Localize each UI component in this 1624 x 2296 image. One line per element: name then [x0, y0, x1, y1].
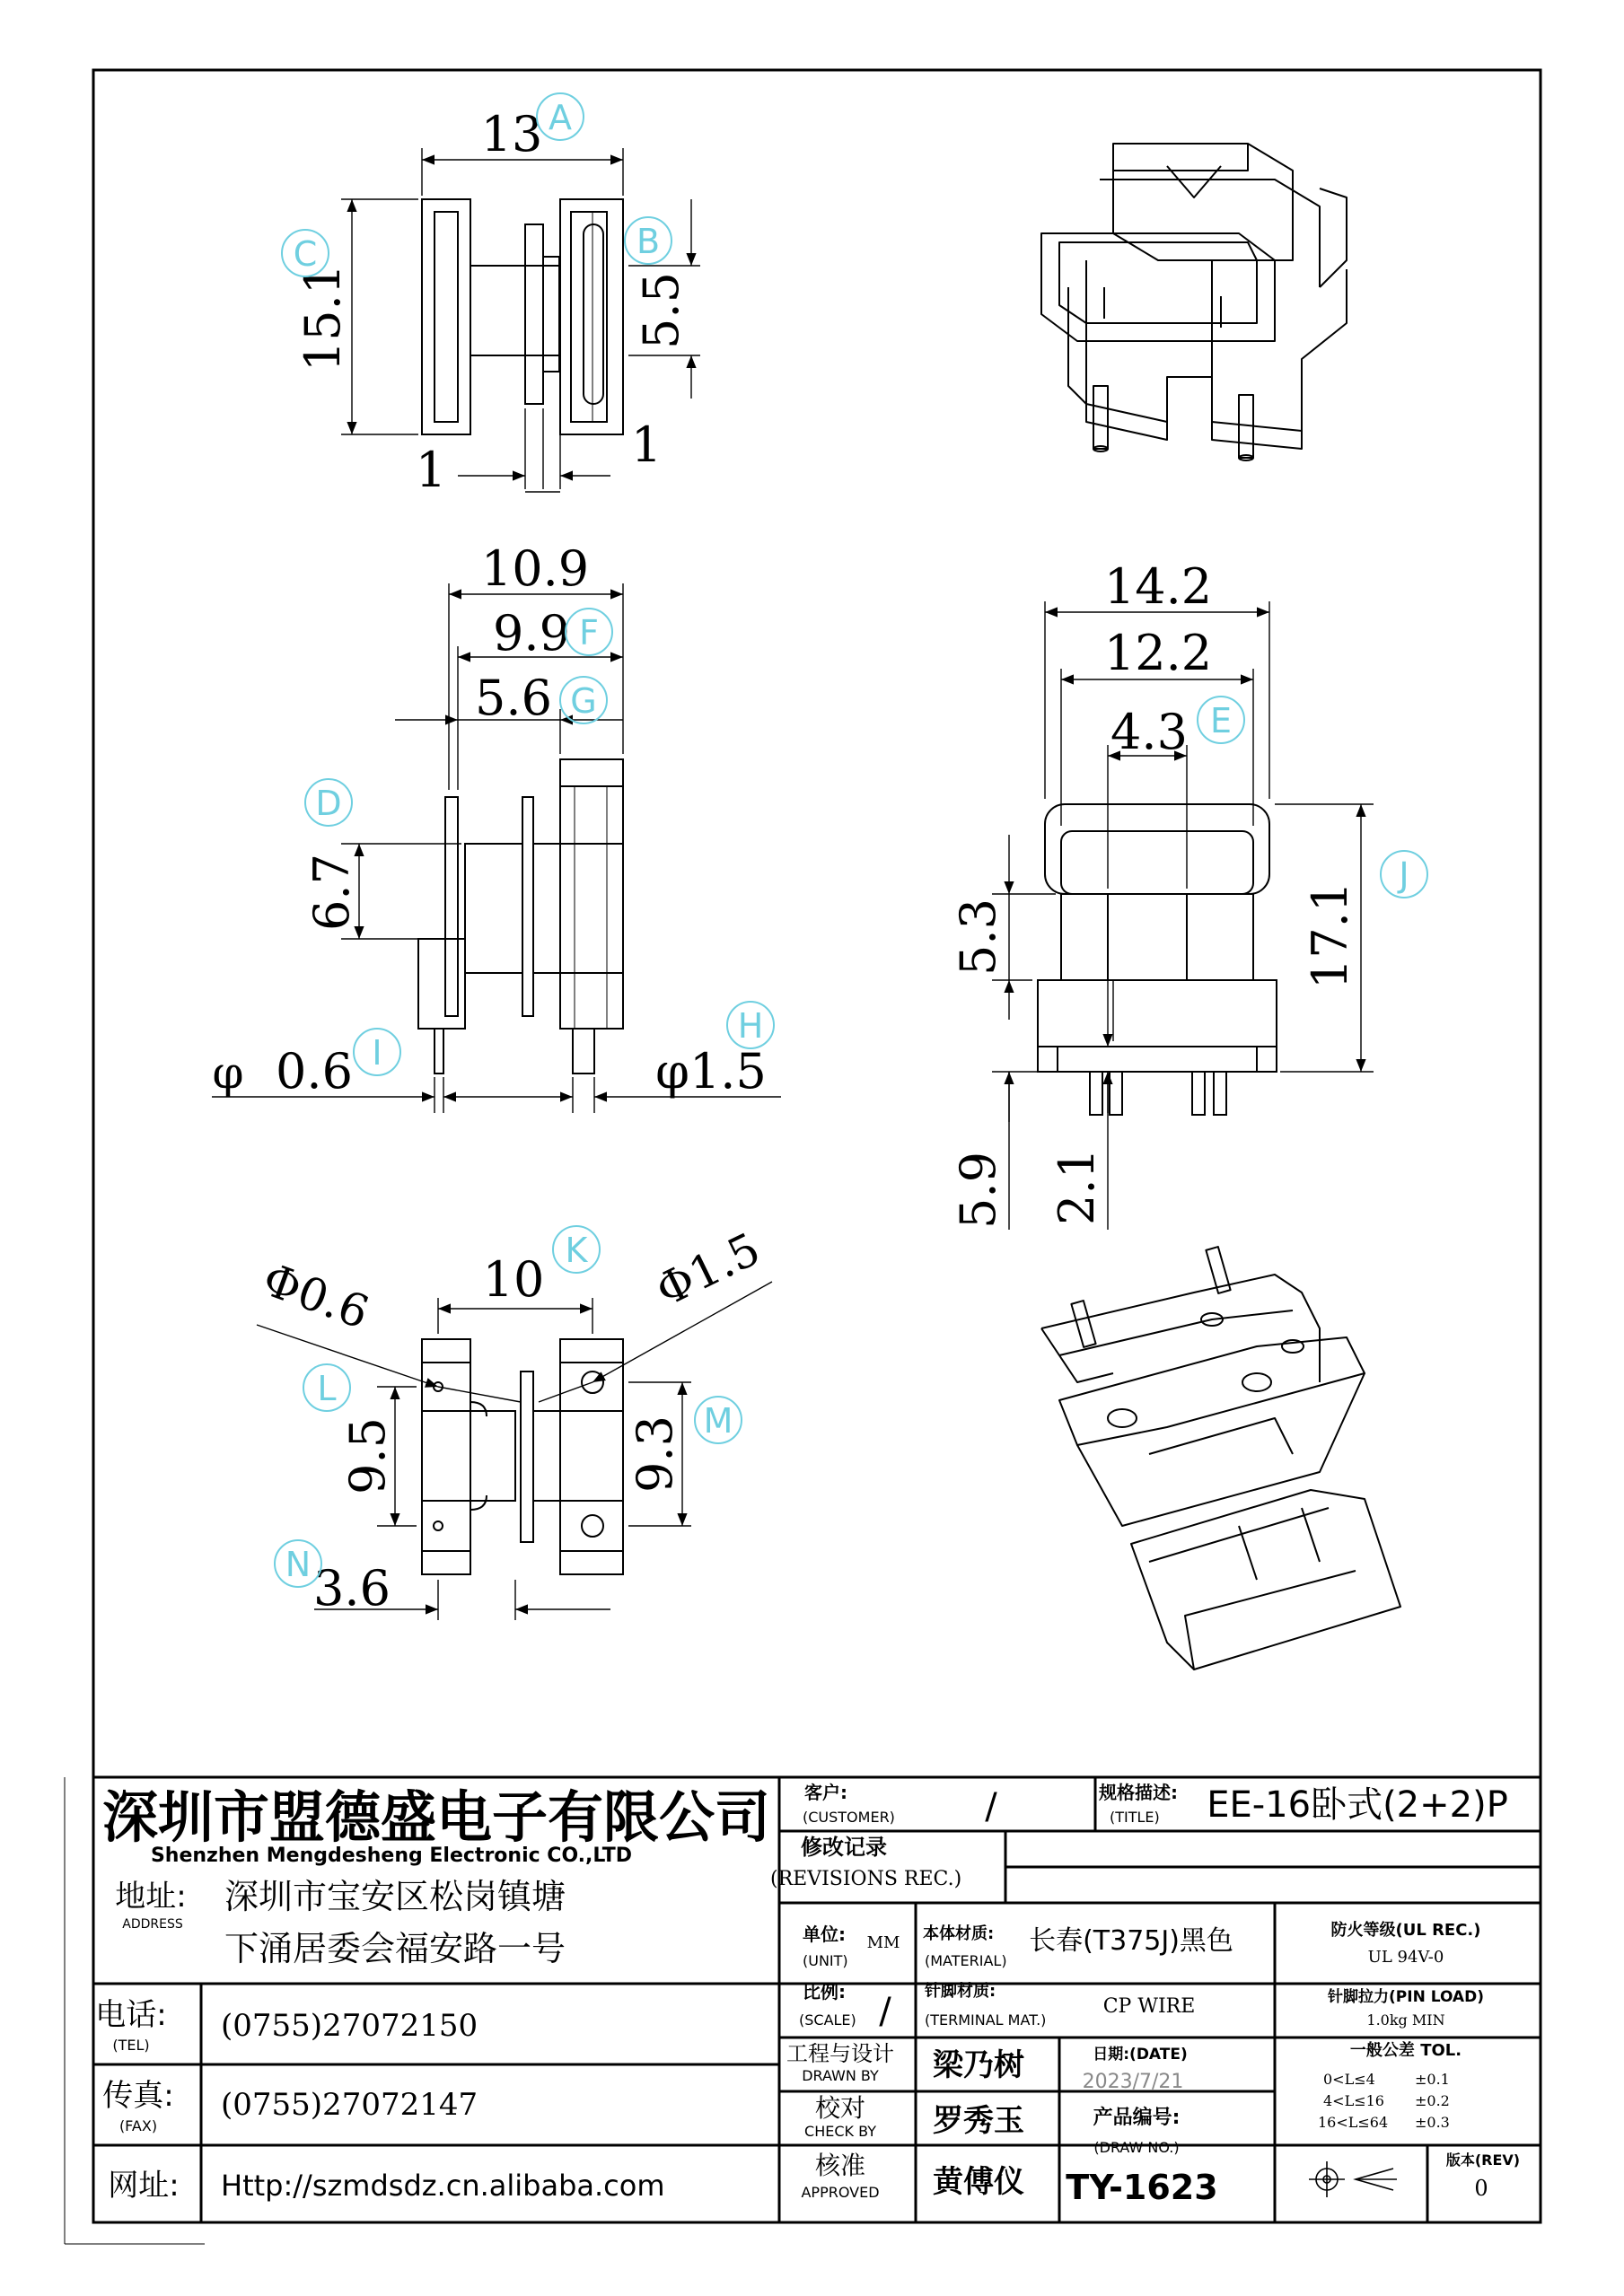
- customer-value: /: [985, 1786, 997, 1827]
- fax-value: (0755)27072147: [221, 2087, 478, 2123]
- balloon-g: [560, 677, 607, 723]
- address-line-1: 深圳市宝安区松岗镇塘: [224, 1877, 566, 1916]
- approved-label-en: APPROVED: [801, 2184, 880, 2201]
- rev-label: 版本(REV): [1445, 2151, 1521, 2169]
- balloon-c: [282, 230, 329, 276]
- dim-bottom-offset: 3.6: [313, 1560, 391, 1617]
- scale-label-en: (SCALE): [799, 2011, 856, 2029]
- dim-side-d4: 6.7: [303, 854, 360, 931]
- tol-label: 一般公差 TOL.: [1349, 2041, 1462, 2060]
- pinload-label: 针脚拉力(PIN LOAD): [1328, 1988, 1484, 2006]
- svg-text:G: G: [570, 681, 597, 721]
- dim-side-d3: 5.6: [475, 670, 552, 726]
- dim-front-h3: 5.9: [950, 1152, 1006, 1229]
- date-value: 2023/7/21: [1082, 2071, 1184, 2093]
- dim-front-w3: 4.3: [1110, 704, 1188, 760]
- tol-val-1: ±0.1: [1415, 2071, 1450, 2088]
- address-label: 地址:: [115, 1879, 187, 1915]
- svg-text:F: F: [579, 613, 599, 653]
- balloon-i: [354, 1029, 400, 1075]
- material-value: 长春(T375J)黑色: [1029, 1925, 1233, 1957]
- address-line-2: 下涌居委会福安路一号: [224, 1929, 566, 1968]
- dim-front-h1: 17.1: [1302, 881, 1358, 990]
- tel-label: 电话:: [95, 1997, 167, 2033]
- unit-value: MM: [866, 1933, 900, 1952]
- approved-label: 核准: [814, 2151, 866, 2180]
- svg-text:I: I: [372, 1033, 382, 1073]
- svg-text:J: J: [1399, 855, 1409, 895]
- balloon-k: [553, 1226, 600, 1273]
- dim-top-height: 15.1: [294, 263, 351, 372]
- svg-text:B: B: [636, 222, 661, 261]
- drawn-value: 梁乃树: [933, 2047, 1024, 2083]
- svg-text:N: N: [285, 1545, 312, 1584]
- dim-front-w1: 14.2: [1103, 558, 1213, 615]
- dim-front-h4: 2.1: [1049, 1148, 1105, 1225]
- dim-bottom-h-right: 9.3: [627, 1415, 683, 1493]
- balloon-b: [625, 217, 672, 264]
- rev-value: 0: [1474, 2176, 1488, 2201]
- web-value[interactable]: Http://szmdsdz.cn.alibaba.com: [221, 2169, 665, 2203]
- dim-bottom-hole-large: Φ1.5: [647, 1222, 768, 1318]
- dim-front-w2: 12.2: [1103, 625, 1213, 681]
- svg-text:H: H: [737, 1006, 764, 1046]
- svg-text:M: M: [703, 1401, 733, 1441]
- bottom-view: [422, 1339, 623, 1574]
- customer-label-en: (CUSTOMER): [803, 1809, 895, 1826]
- terminal-value: CP WIRE: [1102, 1995, 1196, 2018]
- dim-bottom-hole-small: Φ0.6: [256, 1253, 376, 1339]
- terminal-label-en: (TERMINAL MAT.): [925, 2011, 1047, 2029]
- customer-label: 客户:: [804, 1782, 847, 1803]
- tel-value: (0755)27072150: [221, 2008, 478, 2044]
- title-label-en: (TITLE): [1110, 1809, 1160, 1826]
- balloon-e: [1198, 697, 1244, 743]
- unit-label: 单位:: [803, 1924, 846, 1945]
- title-value: EE-16卧式(2+2)P: [1207, 1784, 1508, 1826]
- iso-view-bottom: [1041, 1247, 1400, 1669]
- balloon-f: [566, 609, 612, 655]
- balloon-m: [695, 1397, 742, 1443]
- dim-top-slot: 5.5: [633, 272, 689, 349]
- drawn-label-en: DRAWN BY: [802, 2067, 879, 2084]
- company-name-en: Shenzhen Mengdesheng Electronic CO.,LTD: [150, 1845, 633, 1867]
- balloon-l: [303, 1364, 350, 1411]
- revisions-label-en: (REVISIONS REC.): [770, 1868, 962, 1890]
- top-view: [422, 199, 623, 434]
- dim-side-d2: 9.9: [493, 605, 570, 662]
- pinload-value: 1.0kg MIN: [1366, 2011, 1445, 2029]
- ul-value: UL 94V-0: [1367, 1948, 1444, 1967]
- iso-view-top: [1041, 144, 1347, 460]
- ul-label: 防火等级(UL REC.): [1330, 1921, 1481, 1940]
- tel-label-en: (TEL): [112, 2037, 150, 2054]
- front-view: [1038, 804, 1277, 1115]
- svg-text:C: C: [293, 234, 318, 274]
- approved-value: 黄傅仪: [933, 2164, 1024, 2200]
- svg-text:A: A: [549, 98, 572, 137]
- dim-top-flange-right: 1: [630, 416, 663, 473]
- projection-symbol-icon: [1309, 2161, 1397, 2197]
- scale-label: 比例:: [803, 1981, 846, 2002]
- tol-val-3: ±0.3: [1415, 2114, 1450, 2131]
- dim-top-width: 13: [480, 106, 543, 162]
- balloon-d: [305, 779, 352, 826]
- dim-side-d1: 10.9: [480, 540, 590, 597]
- svg-text:L: L: [317, 1369, 337, 1408]
- drawno-label: 产品编号:: [1093, 2107, 1181, 2129]
- material-label-en: (MATERIAL): [925, 1952, 1007, 1969]
- svg-text:D: D: [315, 784, 342, 823]
- dim-bottom-pitch: 10: [482, 1251, 545, 1308]
- title-label: 规格描述:: [1099, 1782, 1178, 1803]
- drawno-value: TY-1623: [1066, 2168, 1218, 2207]
- balloon-a: [537, 93, 584, 140]
- balloon-j: [1381, 851, 1427, 898]
- check-label-en: CHECK BY: [804, 2123, 876, 2140]
- tol-range-1: 0<L≤4: [1323, 2071, 1375, 2088]
- web-label: 网址:: [108, 2168, 180, 2204]
- dim-pin-small: 0.6: [276, 1043, 353, 1100]
- tol-range-3: 16<L≤64: [1318, 2114, 1389, 2131]
- tol-range-2: 4<L≤16: [1323, 2092, 1384, 2109]
- dim-top-flange-left: 1: [415, 442, 447, 498]
- address-label-en: ADDRESS: [122, 1917, 183, 1932]
- check-value: 罗秀玉: [933, 2103, 1024, 2139]
- terminal-label: 针脚材质:: [925, 1982, 996, 2001]
- scale-value: /: [879, 1991, 891, 2032]
- drawno-label-en: (DRAW NO.): [1093, 2139, 1180, 2156]
- svg-text:E: E: [1209, 701, 1233, 741]
- dim-pin-small-prefix: φ: [212, 1047, 244, 1099]
- company-name-cn: 深圳市盟德盛电子有限公司: [101, 1784, 771, 1850]
- svg-text:K: K: [565, 1231, 588, 1270]
- dim-front-h2: 5.3: [950, 898, 1006, 976]
- unit-label-en: (UNIT): [803, 1952, 848, 1969]
- side-view-dimensions: [212, 583, 781, 1113]
- tol-val-2: ±0.2: [1415, 2092, 1450, 2109]
- date-label: 日期:(DATE): [1093, 2046, 1188, 2064]
- revisions-label: 修改记录: [801, 1835, 887, 1860]
- check-label: 校对: [814, 2093, 866, 2123]
- balloon-h: [727, 1002, 774, 1048]
- dim-bottom-h-left: 9.5: [339, 1417, 396, 1494]
- fax-label-en: (FAX): [119, 2117, 158, 2134]
- drawn-label: 工程与设计: [786, 2041, 894, 2066]
- material-label: 本体材质:: [923, 1924, 995, 1943]
- dim-pin-large: φ1.5: [655, 1043, 767, 1100]
- fax-label: 传真:: [102, 2078, 174, 2114]
- side-view: [418, 759, 623, 1074]
